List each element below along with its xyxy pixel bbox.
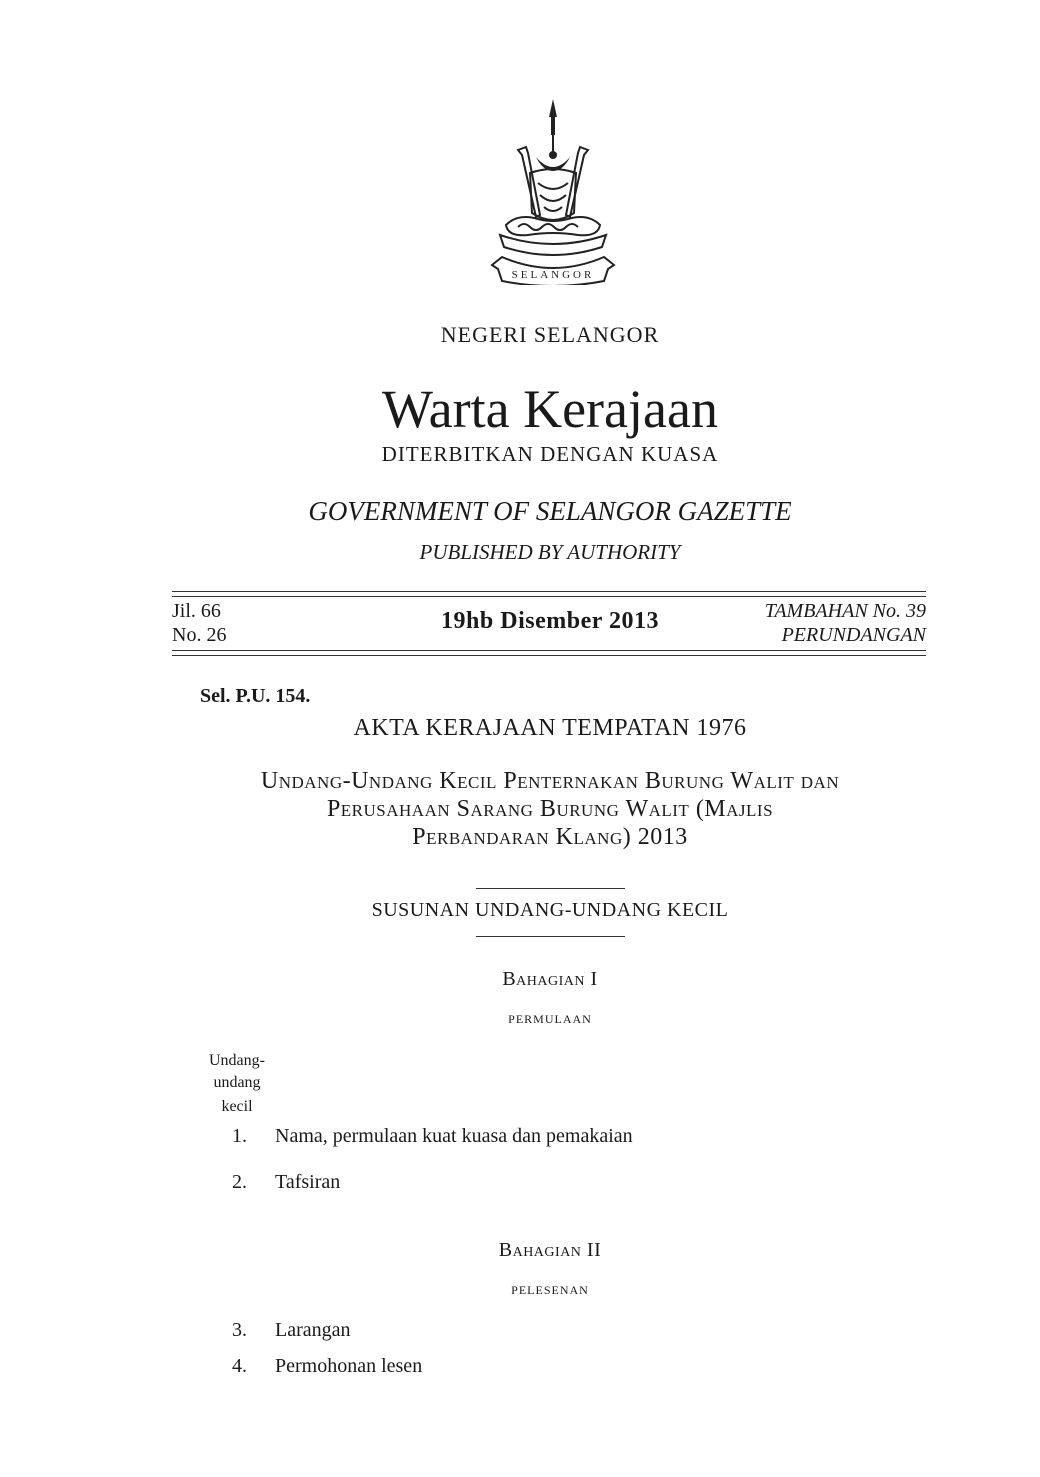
margin-note-line: kecil — [221, 1098, 253, 1115]
gazette-title-en: GOVERNMENT OF SELANGOR GAZETTE — [308, 496, 792, 526]
publication-reference: Sel. P.U. 154. — [200, 685, 311, 707]
state-name: NEGERI SELANGOR — [440, 322, 660, 347]
bylaw-title-line-3: Perbandaran Klang) 2013 — [412, 824, 688, 850]
part-2-heading: Bahagian II — [498, 1239, 602, 1261]
list-item: Larangan — [275, 1319, 351, 1341]
top-rule — [172, 591, 926, 592]
arrangement-rule-bottom — [476, 936, 625, 937]
selangor-crest-icon — [478, 95, 628, 285]
margin-note-line: Undang- — [209, 1052, 265, 1069]
part-1-heading: Bahagian I — [502, 968, 598, 990]
margin-note-line: undang — [213, 1074, 261, 1091]
list-item-number: 2. — [232, 1171, 247, 1193]
list-item: Nama, permulaan kuat kuasa dan pemakaian — [275, 1125, 633, 1147]
list-item: Tafsiran — [275, 1171, 341, 1193]
margin-note — [200, 1050, 274, 1118]
issue-date: 19hb Disember 2013 — [441, 608, 659, 634]
bottom-rule — [172, 655, 926, 656]
supplement-category: PERUNDANGAN — [781, 624, 926, 646]
arrangement-rule-top — [476, 888, 625, 889]
published-by-authority-ms: DITERBITKAN DENGAN KUASA — [381, 442, 719, 466]
list-item-number: 4. — [232, 1355, 247, 1377]
part-1-title: permulaan — [508, 1008, 592, 1027]
part-2-title: pelesenan — [511, 1279, 589, 1298]
crest-banner-text: SELANGOR — [511, 269, 595, 281]
bottom-rule-inner — [172, 650, 926, 651]
issue-number: No. 26 — [172, 624, 227, 646]
top-rule-inner — [172, 596, 926, 597]
supplement-number: TAMBAHAN No. 39 — [764, 600, 926, 622]
volume-number: Jil. 66 — [172, 600, 221, 622]
published-by-authority-en: PUBLISHED BY AUTHORITY — [419, 540, 681, 564]
arrangement-heading: SUSUNAN UNDANG-UNDANG KECIL — [371, 899, 729, 921]
list-item: Permohonan lesen — [275, 1355, 423, 1377]
gazette-title: Warta Kerajaan — [382, 379, 718, 439]
bylaw-title-line-2: Perusahaan Sarang Burung Walit (Majlis — [326, 796, 774, 822]
list-item-number: 1. — [232, 1125, 247, 1147]
list-item-number: 3. — [232, 1319, 247, 1341]
bylaw-title-line-1: Undang-Undang Kecil Penternakan Burung Walit dan — [260, 768, 840, 794]
act-title: AKTA KERAJAAN TEMPATAN 1976 — [353, 715, 747, 741]
